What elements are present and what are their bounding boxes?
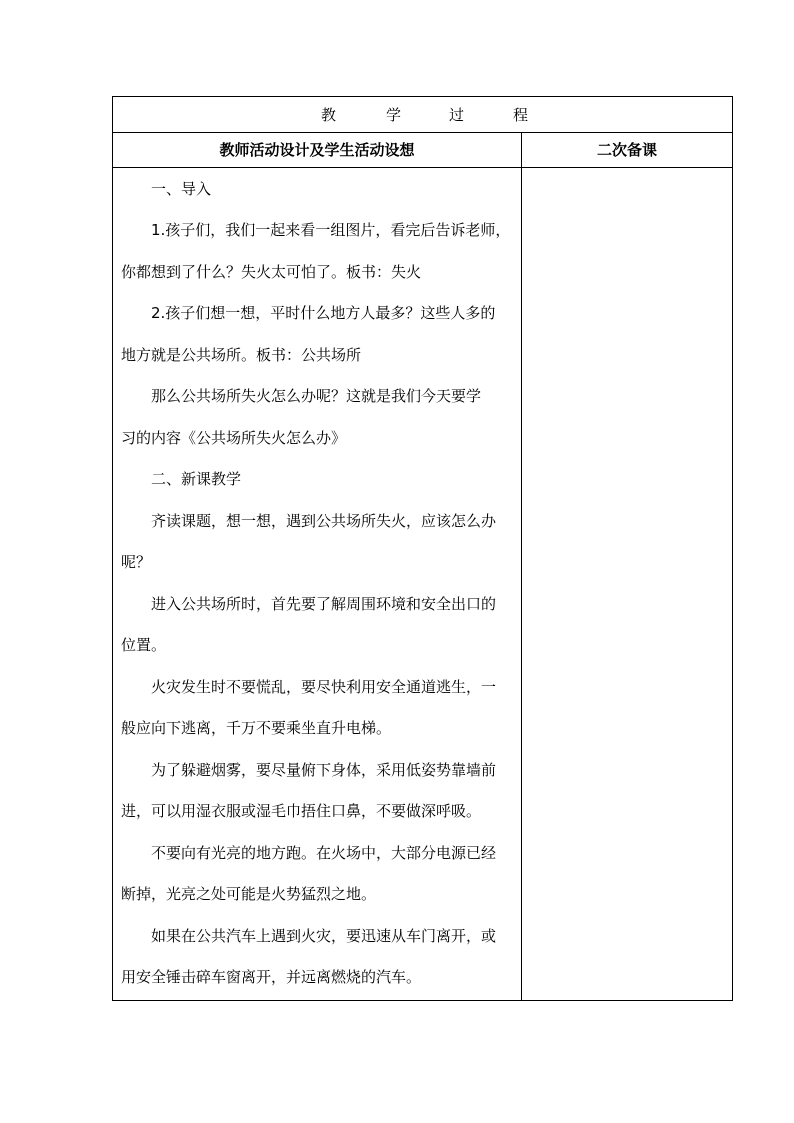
body-line: 地方就是公共场所。板书：公共场所 [121, 346, 362, 364]
teacher-activity-cell [113, 168, 521, 1000]
body-line: 那么公共场所失火怎么办呢？这就是我们今天要学 [151, 387, 482, 405]
body-line: 用安全锤击碎车窗离开，并远离燃烧的汽车。 [121, 968, 422, 986]
body-line: 1.孩子们，我们一起来看一组图片，看完后告诉老师， [151, 221, 511, 239]
body-line: 呢？ [121, 553, 152, 571]
second-prep-cell [522, 168, 732, 1000]
body-line: 断掉，光亮之处可能是火势猛烈之地。 [121, 885, 377, 903]
column-header-second-prep: 二次备课 [596, 141, 657, 159]
table-title-row [113, 97, 732, 133]
table-title-char: 教 [321, 106, 337, 124]
body-line: 进，可以用湿衣服或湿毛巾捂住口鼻，不要做深呼吸。 [121, 802, 482, 820]
body-line: 进入公共场所时，首先要了解周围环境和安全出口的 [151, 595, 497, 613]
body-line: 齐读课题，想一想，遇到公共场所失火，应该怎么办 [151, 512, 497, 530]
body-line: 二、新课教学 [151, 470, 242, 488]
table-title-char: 学 [386, 106, 402, 124]
body-line: 般应向下逃离，千万不要乘坐直升电梯。 [121, 719, 392, 737]
table-title-char: 过 [449, 106, 465, 124]
body-line: 如果在公共汽车上遇到火灾，要迅速从车门离开，或 [151, 927, 497, 945]
body-line: 为了躲避烟雾，要尽量俯下身体，采用低姿势靠墙前 [151, 761, 497, 779]
body-line: 位置。 [121, 636, 167, 654]
body-line: 习的内容《公共场所失火怎么办》 [121, 429, 347, 447]
body-line: 不要向有光亮的地方跑。在火场中，大部分电源已经 [151, 844, 497, 862]
column-header-teacher-activity: 教师活动设计及学生活动设想 [219, 141, 415, 159]
body-line: 2.孩子们想一想，平时什么地方人最多？这些人多的 [151, 304, 496, 322]
table-header-row [113, 133, 732, 168]
lesson-process-table [112, 96, 733, 1001]
body-line: 一、导入 [151, 180, 212, 198]
table-title-char: 程 [513, 106, 529, 124]
body-line: 你都想到了什么？失火太可怕了。板书：失火 [121, 263, 422, 281]
body-line: 火灾发生时不要慌乱，要尽快利用安全通道逃生，一 [151, 678, 497, 696]
